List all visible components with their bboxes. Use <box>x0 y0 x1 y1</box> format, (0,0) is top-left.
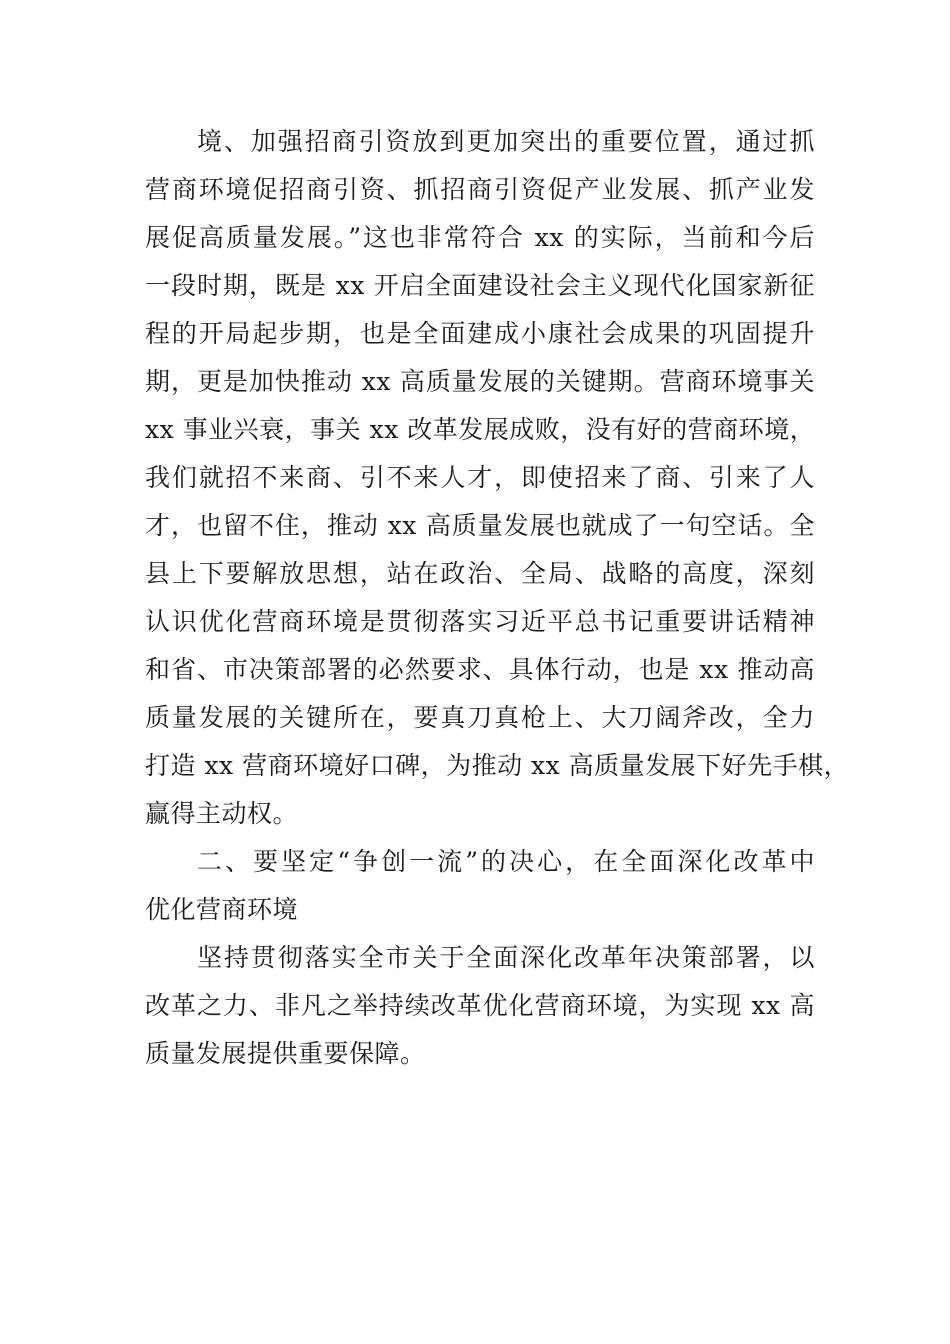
section-heading <box>145 838 815 934</box>
document-body <box>145 118 850 1078</box>
text-line: 期，更是加快推动 xx 高质量发展的关键期。营商环境事关 <box>145 367 815 396</box>
text-line: 才，也留不住，推动 xx 高质量发展也就成了一句空话。全 <box>145 511 815 540</box>
text-line: 质量发展提供重要保障。 <box>145 1039 426 1068</box>
text-line: 境、加强招商引资放到更加突出的重要位置，通过抓 <box>197 127 815 156</box>
text-line: xx 事业兴衰，事关 xx 改革发展成败，没有好的营商环境， <box>145 415 816 444</box>
text-line: 改革之力、非凡之举持续改革优化营商环境，为实现 xx 高 <box>145 991 815 1020</box>
text-line: 认识优化营商环境是贯彻落实习近平总书记重要讲话精神 <box>145 607 815 636</box>
heading-line: 二、要坚定“争创一流”的决心，在全面深化改革中 <box>197 847 815 876</box>
text-line: 我们就招不来商、引不来人才，即使招来了商、引来了人 <box>145 463 815 492</box>
heading-line: 优化营商环境 <box>145 895 299 924</box>
text-line: 营商环境促招商引资、抓招商引资促产业发展、抓产业发 <box>145 175 815 204</box>
paragraph-1 <box>145 118 850 838</box>
text-line: 程的开局起步期，也是全面建成小康社会成果的巩固提升 <box>145 319 815 348</box>
paragraph-3 <box>145 934 815 1078</box>
text-line: 县上下要解放思想，站在政治、全局、战略的高度，深刻 <box>145 559 815 588</box>
text-line: 展促高质量发展。”这也非常符合 xx 的实际，当前和今后 <box>145 223 815 252</box>
text-line: 一段时期，既是 xx 开启全面建设社会主义现代化国家新征 <box>145 271 815 300</box>
text-line: 坚持贯彻落实全市关于全面深化改革年决策部署，以 <box>197 943 815 972</box>
text-line: 赢得主动权。 <box>145 799 299 828</box>
text-line: 和省、市决策部署的必然要求、具体行动，也是 xx 推动高 <box>145 655 815 684</box>
text-line: 质量发展的关键所在，要真刀真枪上、大刀阔斧改，全力 <box>145 703 815 732</box>
text-line: 打造 xx 营商环境好口碑，为推动 xx 高质量发展下好先手棋， <box>145 751 850 780</box>
